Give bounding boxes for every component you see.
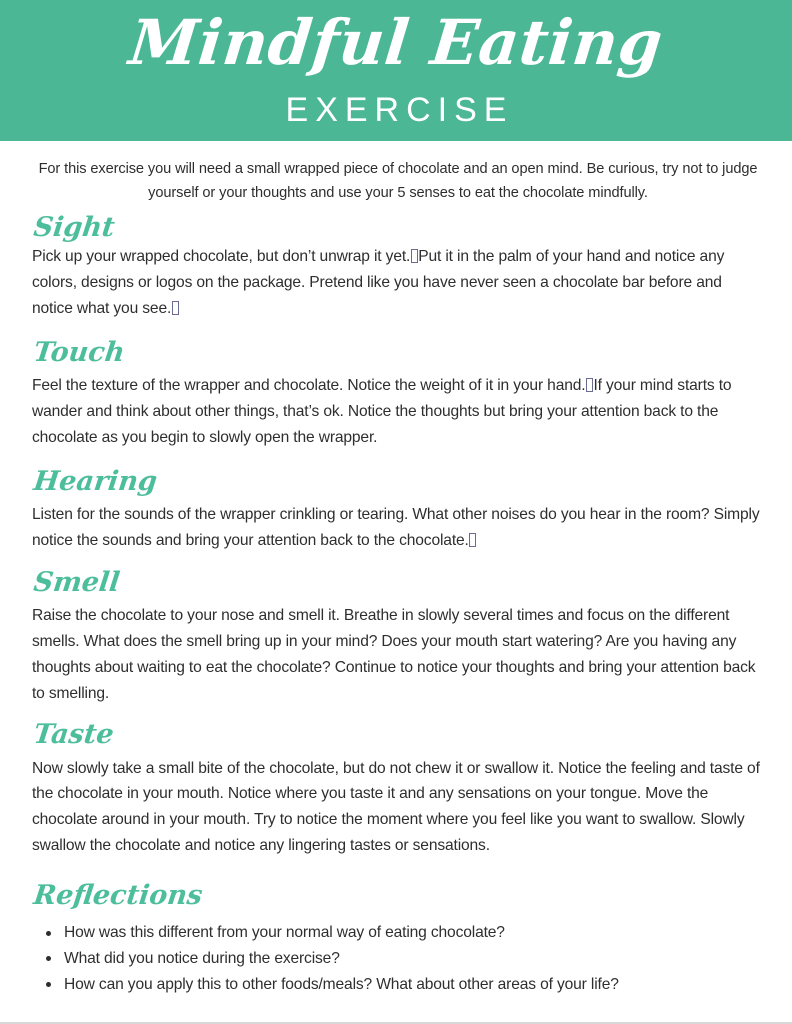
section-heading-touch: Touch (31, 337, 127, 369)
intro-paragraph: For this exercise you will need a small wrapped piece of chocolate and an open mind. Be curious, try not to judge yourself or your thoughts and use your 5 senses to eat the chocolate mindfully. (38, 161, 758, 201)
section-taste (32, 720, 764, 859)
section-hearing (32, 467, 764, 554)
touch-text-part-1: Feel the texture of the wrapper and chocolate. Notice the weight of it in your hand. (32, 377, 586, 395)
missing-glyph-box-icon (586, 378, 593, 392)
list-item (32, 972, 764, 998)
hearing-text-part-1: Listen for the sounds of the wrapper crinkling or tearing. What other noises do you hear in the room? Simply notice the sounds and bring your attention back to the chocolate. (32, 506, 760, 549)
bullet-icon (46, 956, 51, 961)
section-reflections (32, 881, 764, 998)
missing-glyph-box-icon (411, 249, 418, 263)
section-heading-hearing: Hearing (31, 465, 159, 497)
touch-text-part-2: If your mind starts to wander and think about other things, that’s ok. Notice the thoughts but bring your attention back to the chocolate as you begin to slowly open the wrapper. (32, 377, 732, 446)
section-heading-sight: Sight (31, 212, 117, 244)
section-heading-smell: Smell (31, 566, 122, 598)
header-banner (0, 0, 792, 141)
section-body-touch (32, 373, 764, 451)
document-content (0, 141, 792, 998)
section-sight (32, 213, 764, 322)
section-smell (32, 568, 764, 707)
bullet-icon (46, 982, 51, 987)
list-item-label: How was this different from your normal way of eating chocolate? (64, 924, 505, 942)
list-item (32, 946, 764, 972)
section-body-smell: Raise the chocolate to your nose and smell it. Breathe in slowly several times and focus on the different smells. What does the smell bring up in your mind? Does your mouth start watering? Are you having any thoughts about waiting to eat the chocolate? Continue to notice your thoughts and bring your attention back to smelling. (32, 606, 756, 702)
list-item (32, 920, 764, 946)
section-touch (32, 338, 764, 451)
section-body-sight (32, 244, 764, 322)
section-heading-reflections: Reflections (31, 880, 205, 912)
section-heading-taste: Taste (31, 719, 116, 751)
reflections-list (32, 920, 764, 998)
missing-glyph-box-icon (172, 301, 179, 315)
page-title: Mindful Eating (125, 6, 667, 79)
list-item-label: How can you apply this to other foods/meals? What about other areas of your life? (64, 975, 619, 993)
missing-glyph-box-icon (469, 533, 476, 547)
bullet-icon (46, 931, 51, 936)
page-subtitle: EXERCISE (285, 91, 514, 129)
section-body-taste: Now slowly take a small bite of the chocolate, but do not chew it or swallow it. Notice the feeling and taste of the chocolate in your mouth. Notice where you taste it and any sensations on your tongue. Move the chocolate around in your mouth. Try to notice the moment where you feel like you want to swallow. Slowly swallow the chocolate and notice any lingering tastes or sensations. (32, 759, 760, 855)
list-item-label: What did you notice during the exercise? (64, 950, 340, 968)
sight-text-part-1: Pick up your wrapped chocolate, but don’t unwrap it yet. (32, 248, 411, 266)
sight-text-part-2: Put it in the palm of your hand and notice any colors, designs or logos on the package. Pretend like you have never seen a chocolate bar before and notice what you see. (32, 248, 725, 318)
section-body-hearing (32, 502, 764, 554)
